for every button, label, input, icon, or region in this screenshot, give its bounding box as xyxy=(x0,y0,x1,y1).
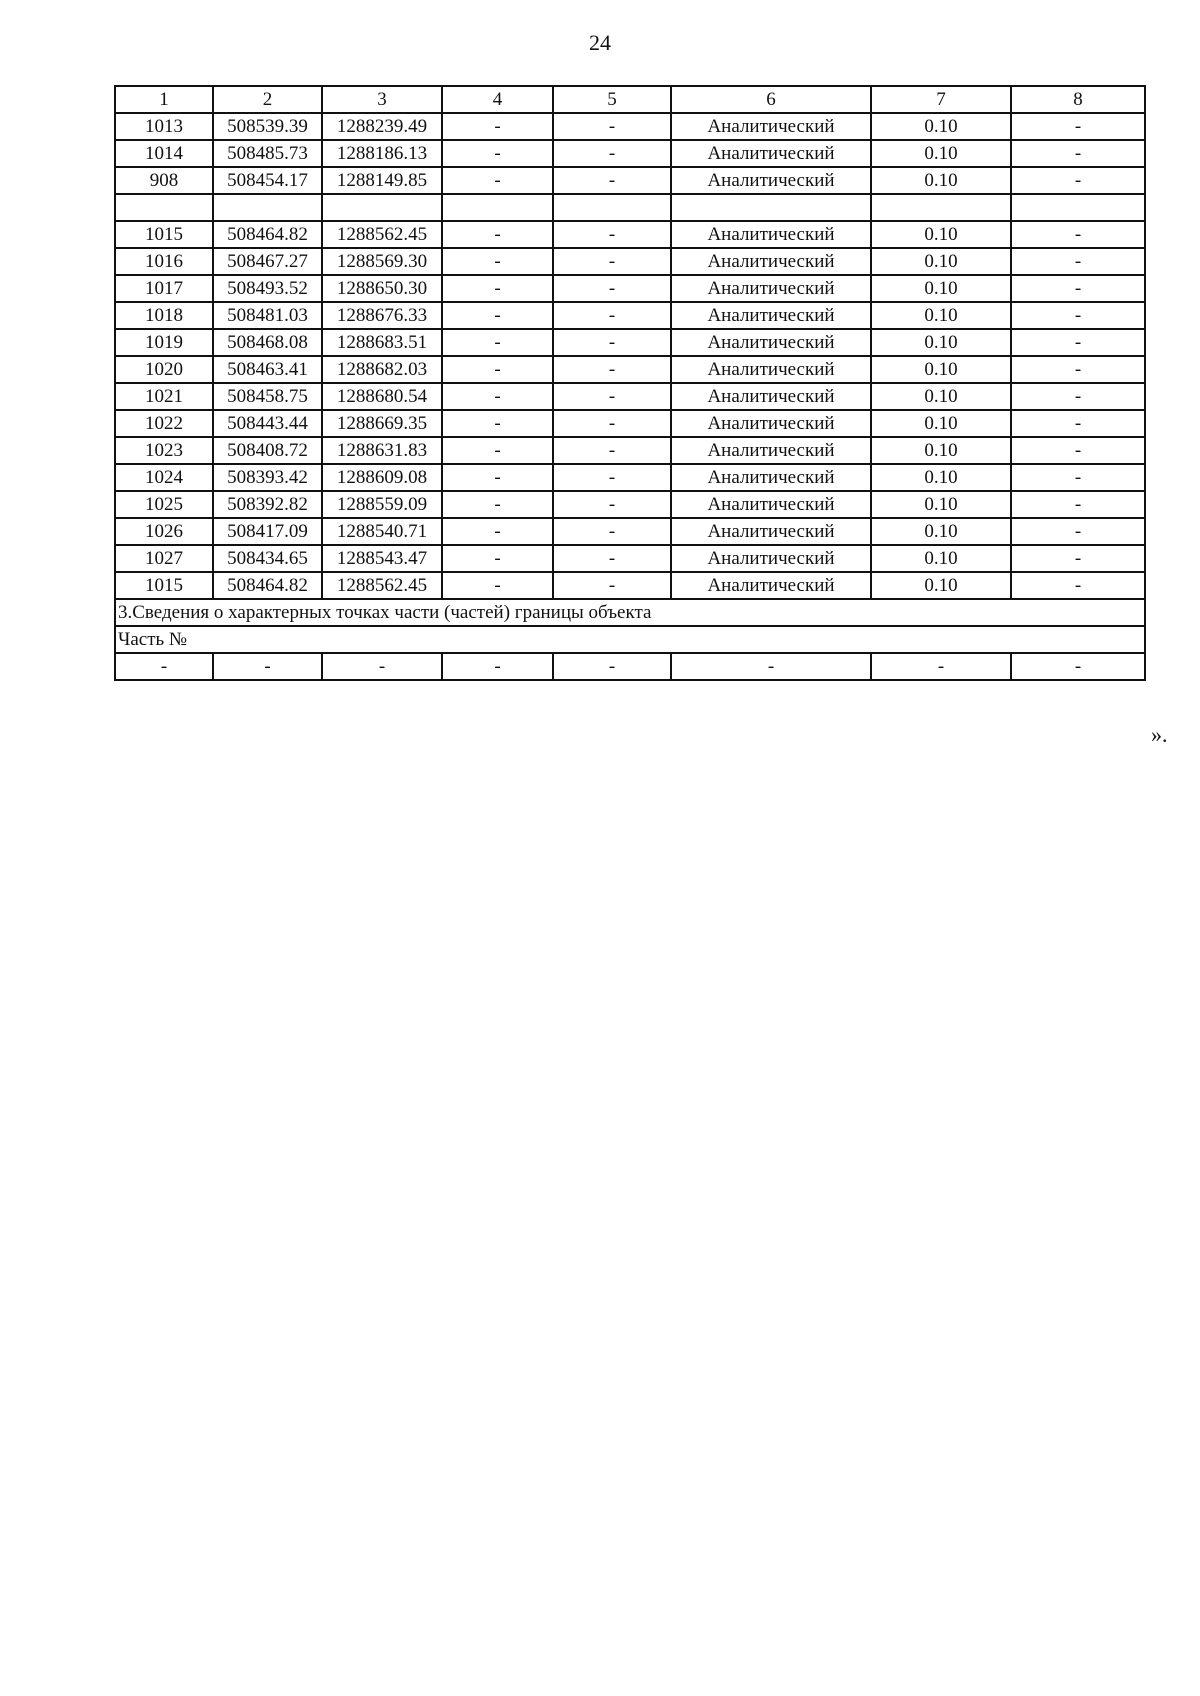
table-cell-col-7 xyxy=(871,194,1011,221)
table-cell-col-1: 1023 xyxy=(115,437,213,464)
table-row xyxy=(115,572,1145,599)
table-cell-col-1 xyxy=(115,194,213,221)
table-cell-col-2: 508493.52 xyxy=(213,275,322,302)
table-cell-col-4: - xyxy=(442,437,553,464)
table-cell-col-2: 508464.82 xyxy=(213,572,322,599)
table-cell-col-2: 508458.75 xyxy=(213,383,322,410)
table-cell-col-8: - xyxy=(1011,113,1145,140)
table-cell-col-3: 1288540.71 xyxy=(322,518,442,545)
table-cell-col-6: Аналитический xyxy=(671,329,871,356)
table-cell-col-5: - xyxy=(553,248,671,275)
table-cell-col-6: Аналитический xyxy=(671,491,871,518)
table-cell-col-2: 508463.41 xyxy=(213,356,322,383)
table-cell-col-3 xyxy=(322,194,442,221)
table-cell-col-3: 1288562.45 xyxy=(322,221,442,248)
table-cell-col-3: 1288239.49 xyxy=(322,113,442,140)
table-cell-col-6: Аналитический xyxy=(671,248,871,275)
table-cell-col-8: - xyxy=(1011,410,1145,437)
part-label-row xyxy=(115,626,1145,653)
part-label: Часть № xyxy=(115,626,1145,653)
table-cell-col-2: 508467.27 xyxy=(213,248,322,275)
table-cell-col-8: - xyxy=(1011,464,1145,491)
table-cell-col-2: 508434.65 xyxy=(213,545,322,572)
table-cell-col-7: 0.10 xyxy=(871,113,1011,140)
table-cell-col-3: 1288149.85 xyxy=(322,167,442,194)
table-cell-col-3: 1288676.33 xyxy=(322,302,442,329)
table-cell-col-7: 0.10 xyxy=(871,437,1011,464)
table-cell-col-4: - xyxy=(442,329,553,356)
table-row xyxy=(115,275,1145,302)
table-cell-col-8: - xyxy=(1011,167,1145,194)
table-cell-col-1: 1021 xyxy=(115,383,213,410)
table-cell-col-5: - xyxy=(553,410,671,437)
table-cell-col-2: 508393.42 xyxy=(213,464,322,491)
table-cell-col-4: 4 xyxy=(442,86,553,113)
table-cell-col-7: 0.10 xyxy=(871,572,1011,599)
table-cell-col-2: 508443.44 xyxy=(213,410,322,437)
table-cell-col-6: Аналитический xyxy=(671,410,871,437)
table-cell-col-6 xyxy=(671,194,871,221)
table-cell-col-5: - xyxy=(553,140,671,167)
table-cell-col-5: - xyxy=(553,383,671,410)
table-row xyxy=(115,221,1145,248)
table-cell-col-2: 508464.82 xyxy=(213,221,322,248)
table-cell-col-4: - xyxy=(442,518,553,545)
table-cell-col-1: - xyxy=(115,653,213,680)
table-cell-col-1: 1015 xyxy=(115,221,213,248)
section-title-row xyxy=(115,599,1145,626)
table-cell-col-6: 6 xyxy=(671,86,871,113)
table-cell-col-1: 1027 xyxy=(115,545,213,572)
table-row xyxy=(115,437,1145,464)
table-cell-col-8 xyxy=(1011,194,1145,221)
table-cell-col-4: - xyxy=(442,221,553,248)
table-cell-col-1: 1018 xyxy=(115,302,213,329)
table-cell-col-1: 1017 xyxy=(115,275,213,302)
table-cell-col-5: - xyxy=(553,302,671,329)
table-cell-col-6: Аналитический xyxy=(671,518,871,545)
table-cell-col-4 xyxy=(442,194,553,221)
table-row xyxy=(115,140,1145,167)
table-cell-col-5: - xyxy=(553,329,671,356)
table-cell-col-2: 508485.73 xyxy=(213,140,322,167)
table-cell-col-6: Аналитический xyxy=(671,140,871,167)
table-cell-col-6: Аналитический xyxy=(671,383,871,410)
table-cell-col-4: - xyxy=(442,572,553,599)
table-row xyxy=(115,329,1145,356)
table-cell-col-6: Аналитический xyxy=(671,275,871,302)
table-cell-col-5: - xyxy=(553,437,671,464)
table-cell-col-8: - xyxy=(1011,356,1145,383)
table-cell-col-1: 1026 xyxy=(115,518,213,545)
table-cell-col-2 xyxy=(213,194,322,221)
table-cell-col-2: 508468.08 xyxy=(213,329,322,356)
table-cell-col-6: Аналитический xyxy=(671,302,871,329)
table-cell-col-7: 0.10 xyxy=(871,518,1011,545)
table-cell-col-6: Аналитический xyxy=(671,356,871,383)
table-cell-col-2: 508417.09 xyxy=(213,518,322,545)
table-cell-col-1: 1020 xyxy=(115,356,213,383)
table-row xyxy=(115,545,1145,572)
table-cell-col-4: - xyxy=(442,248,553,275)
table-cell-col-4: - xyxy=(442,302,553,329)
table-cell-col-6: Аналитический xyxy=(671,221,871,248)
table-cell-col-5 xyxy=(553,194,671,221)
table-row xyxy=(115,248,1145,275)
table-cell-col-1: 908 xyxy=(115,167,213,194)
table-cell-col-1: 1019 xyxy=(115,329,213,356)
coordinates-table xyxy=(114,85,1146,681)
table-cell-col-3: - xyxy=(322,653,442,680)
table-cell-col-1: 1016 xyxy=(115,248,213,275)
closing-quote: ». xyxy=(1151,722,1168,747)
table-cell-col-4: - xyxy=(442,167,553,194)
table-cell-col-5: - xyxy=(553,356,671,383)
table-cell-col-4: - xyxy=(442,545,553,572)
table-cell-col-8: - xyxy=(1011,302,1145,329)
table-cell-col-3: 1288669.35 xyxy=(322,410,442,437)
table-cell-col-8: - xyxy=(1011,518,1145,545)
table-cell-col-3: 1288609.08 xyxy=(322,464,442,491)
table-cell-col-7: 0.10 xyxy=(871,356,1011,383)
table-cell-col-4: - xyxy=(442,356,553,383)
table-cell-col-4: - xyxy=(442,491,553,518)
table-cell-col-1: 1014 xyxy=(115,140,213,167)
table-row xyxy=(115,302,1145,329)
table-cell-col-2: - xyxy=(213,653,322,680)
table-cell-col-8: - xyxy=(1011,329,1145,356)
table-cell-col-3: 1288559.09 xyxy=(322,491,442,518)
table-header-row xyxy=(115,86,1145,113)
table-cell-col-7: 0.10 xyxy=(871,410,1011,437)
table-cell-col-5: - xyxy=(553,275,671,302)
table-cell-col-7: 0.10 xyxy=(871,491,1011,518)
table-cell-col-7: 0.10 xyxy=(871,545,1011,572)
table-cell-col-3: 1288683.51 xyxy=(322,329,442,356)
table-cell-col-7: 0.10 xyxy=(871,167,1011,194)
table-cell-col-1: 1024 xyxy=(115,464,213,491)
table-cell-col-1: 1 xyxy=(115,86,213,113)
table-row xyxy=(115,167,1145,194)
table-cell-col-1: 1025 xyxy=(115,491,213,518)
table-cell-col-2: 508408.72 xyxy=(213,437,322,464)
table-cell-col-5: - xyxy=(553,113,671,140)
table-cell-col-3: 1288631.83 xyxy=(322,437,442,464)
table-cell-col-3: 1288680.54 xyxy=(322,383,442,410)
table-cell-col-4: - xyxy=(442,140,553,167)
table-cell-col-5: - xyxy=(553,653,671,680)
table-row xyxy=(115,194,1145,221)
table-cell-col-4: - xyxy=(442,383,553,410)
table-cell-col-7: 0.10 xyxy=(871,383,1011,410)
table-cell-col-2: 508481.03 xyxy=(213,302,322,329)
table-cell-col-7: 0.10 xyxy=(871,464,1011,491)
table-cell-col-7: 0.10 xyxy=(871,329,1011,356)
table-cell-col-5: - xyxy=(553,518,671,545)
table-cell-col-5: 5 xyxy=(553,86,671,113)
table-cell-col-4: - xyxy=(442,464,553,491)
table-cell-col-4: - xyxy=(442,410,553,437)
table-cell-col-6: Аналитический xyxy=(671,113,871,140)
table-row xyxy=(115,464,1145,491)
table-cell-col-8: - xyxy=(1011,491,1145,518)
table-cell-col-7: 0.10 xyxy=(871,248,1011,275)
table-cell-col-8: - xyxy=(1011,437,1145,464)
table-cell-col-3: 1288569.30 xyxy=(322,248,442,275)
table-cell-col-8: - xyxy=(1011,248,1145,275)
table-cell-col-3: 1288186.13 xyxy=(322,140,442,167)
table-cell-col-8: - xyxy=(1011,572,1145,599)
table-cell-col-6: Аналитический xyxy=(671,167,871,194)
table-cell-col-6: Аналитический xyxy=(671,437,871,464)
section-title: 3.Сведения о характерных точках части (частей) границы объекта xyxy=(115,599,1145,626)
table-cell-col-8: - xyxy=(1011,383,1145,410)
table-cell-col-4: - xyxy=(442,275,553,302)
table-cell-col-6: Аналитический xyxy=(671,545,871,572)
table-cell-col-5: - xyxy=(553,221,671,248)
table-cell-col-7: 0.10 xyxy=(871,302,1011,329)
table-cell-col-6: Аналитический xyxy=(671,464,871,491)
table-cell-col-8: - xyxy=(1011,653,1145,680)
table-row xyxy=(115,383,1145,410)
table-cell-col-6: Аналитический xyxy=(671,572,871,599)
table-cell-col-1: 1022 xyxy=(115,410,213,437)
table-cell-col-5: - xyxy=(553,491,671,518)
table-cell-col-5: - xyxy=(553,464,671,491)
table-cell-col-3: 1288543.47 xyxy=(322,545,442,572)
table-cell-col-2: 508392.82 xyxy=(213,491,322,518)
table-row xyxy=(115,518,1145,545)
table-cell-col-1: 1015 xyxy=(115,572,213,599)
table-body xyxy=(115,86,1145,680)
table-cell-col-4: - xyxy=(442,653,553,680)
table-cell-col-7: - xyxy=(871,653,1011,680)
page-number: 24 xyxy=(589,30,611,55)
table-cell-col-8: - xyxy=(1011,221,1145,248)
table-cell-col-3: 1288650.30 xyxy=(322,275,442,302)
table-cell-col-5: - xyxy=(553,572,671,599)
table-cell-col-2: 508539.39 xyxy=(213,113,322,140)
table-cell-col-7: 0.10 xyxy=(871,275,1011,302)
table-cell-col-6: - xyxy=(671,653,871,680)
table-cell-col-5: - xyxy=(553,167,671,194)
table-cell-col-2: 508454.17 xyxy=(213,167,322,194)
table-cell-col-3: 1288562.45 xyxy=(322,572,442,599)
part-row xyxy=(115,653,1145,680)
table-cell-col-8: 8 xyxy=(1011,86,1145,113)
table-cell-col-3: 1288682.03 xyxy=(322,356,442,383)
table-cell-col-7: 7 xyxy=(871,86,1011,113)
table-cell-col-2: 2 xyxy=(213,86,322,113)
table-cell-col-8: - xyxy=(1011,545,1145,572)
table-row xyxy=(115,356,1145,383)
table-cell-col-1: 1013 xyxy=(115,113,213,140)
table-cell-col-3: 3 xyxy=(322,86,442,113)
table-cell-col-8: - xyxy=(1011,140,1145,167)
table-cell-col-7: 0.10 xyxy=(871,140,1011,167)
table-row xyxy=(115,491,1145,518)
table-cell-col-5: - xyxy=(553,545,671,572)
table-cell-col-7: 0.10 xyxy=(871,221,1011,248)
table-row xyxy=(115,410,1145,437)
table-cell-col-8: - xyxy=(1011,275,1145,302)
table-cell-col-4: - xyxy=(442,113,553,140)
table-row xyxy=(115,113,1145,140)
